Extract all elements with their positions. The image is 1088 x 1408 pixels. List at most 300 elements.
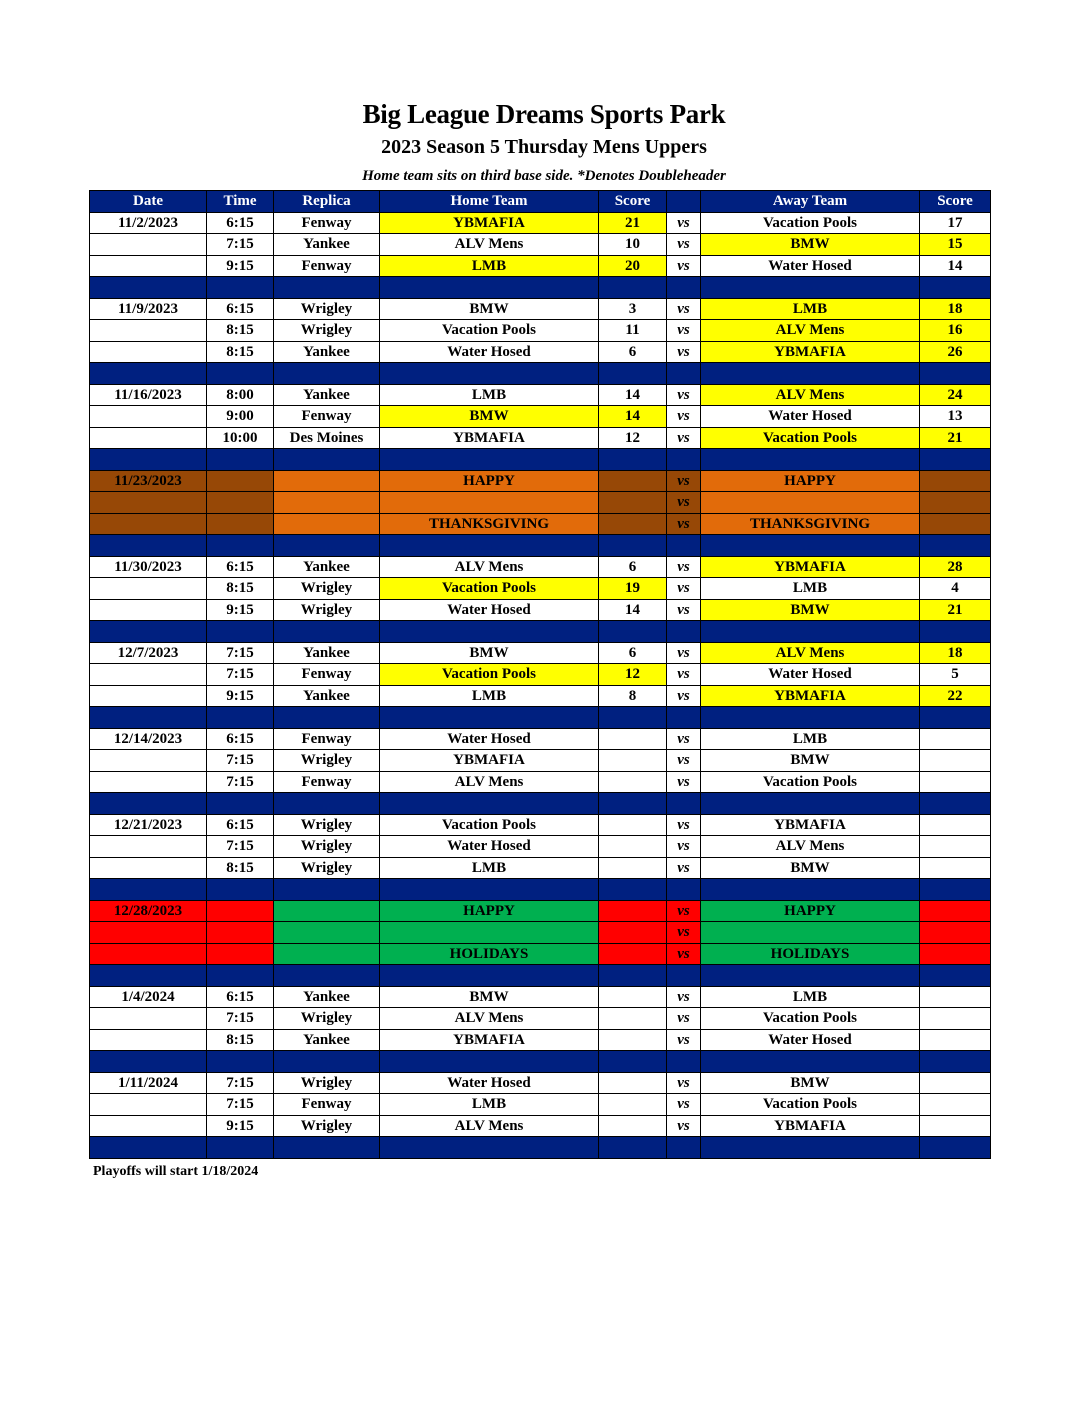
separator-cell	[701, 965, 920, 987]
game-row	[90, 298, 991, 320]
vs-label: vs	[667, 750, 701, 772]
separator-cell	[599, 879, 667, 901]
separator-cell	[667, 1051, 701, 1073]
separator-cell	[667, 449, 701, 471]
home-score: 12	[599, 427, 667, 449]
away-score	[920, 1072, 991, 1094]
vs-label: vs	[667, 234, 701, 256]
game-date: 1/4/2024	[90, 986, 207, 1008]
separator-cell	[90, 1137, 207, 1159]
vs-label: vs	[667, 814, 701, 836]
home-team: Water Hosed	[380, 599, 599, 621]
separator-cell	[701, 793, 920, 815]
away-score	[920, 771, 991, 793]
game-time: 7:15	[207, 1072, 274, 1094]
schedule-note: Home team sits on third base side. *Denotes Doubleheader	[362, 168, 726, 184]
separator-cell	[274, 277, 380, 299]
game-row	[90, 1008, 991, 1030]
game-replica: Wrigley	[274, 750, 380, 772]
separator-cell	[701, 449, 920, 471]
separator-cell	[599, 535, 667, 557]
game-time: 7:15	[207, 1008, 274, 1030]
game-row	[90, 599, 991, 621]
game-row	[90, 255, 991, 277]
away-score	[920, 986, 991, 1008]
vs-label: vs	[667, 341, 701, 363]
holiday-away-text: HAPPY	[701, 900, 920, 922]
game-date	[90, 750, 207, 772]
game-date: 11/16/2023	[90, 384, 207, 406]
game-date	[90, 685, 207, 707]
away-score: 14	[920, 255, 991, 277]
game-date	[90, 406, 207, 428]
holiday-cell	[599, 470, 667, 492]
away-team: BMW	[701, 599, 920, 621]
vs-label: vs	[667, 1029, 701, 1051]
game-replica: Wrigley	[274, 1072, 380, 1094]
separator-cell	[90, 363, 207, 385]
game-time: 7:15	[207, 750, 274, 772]
game-date	[90, 836, 207, 858]
away-team: Vacation Pools	[701, 1094, 920, 1116]
game-row	[90, 341, 991, 363]
game-date	[90, 599, 207, 621]
separator-cell	[599, 363, 667, 385]
game-date	[90, 857, 207, 879]
vs-label: vs	[667, 470, 701, 492]
game-replica: Fenway	[274, 212, 380, 234]
home-score	[599, 814, 667, 836]
home-team: YBMAFIA	[380, 750, 599, 772]
home-team: Water Hosed	[380, 836, 599, 858]
holiday-date: 11/23/2023	[90, 470, 207, 492]
separator-cell	[920, 449, 991, 471]
vs-label: vs	[667, 857, 701, 879]
vs-label: vs	[667, 728, 701, 750]
game-time: 8:15	[207, 320, 274, 342]
vs-label: vs	[667, 298, 701, 320]
separator-cell	[380, 965, 599, 987]
home-score	[599, 986, 667, 1008]
home-team: BMW	[380, 406, 599, 428]
holiday-row	[90, 900, 991, 922]
holiday-cell	[207, 513, 274, 535]
vs-label: vs	[667, 255, 701, 277]
separator-cell	[701, 707, 920, 729]
separator-cell	[274, 449, 380, 471]
header-row	[90, 191, 991, 213]
home-team: Vacation Pools	[380, 578, 599, 600]
separator-cell	[920, 707, 991, 729]
separator-cell	[207, 535, 274, 557]
playoffs-note: Playoffs will start 1/18/2024	[93, 1164, 259, 1179]
separator-cell	[380, 707, 599, 729]
home-score: 19	[599, 578, 667, 600]
home-score: 8	[599, 685, 667, 707]
separator-row	[90, 363, 991, 385]
away-score: 24	[920, 384, 991, 406]
vs-label: vs	[667, 1115, 701, 1137]
game-date: 1/11/2024	[90, 1072, 207, 1094]
separator-cell	[207, 1137, 274, 1159]
col-date: Date	[90, 191, 207, 213]
separator-cell	[920, 793, 991, 815]
game-replica: Wrigley	[274, 298, 380, 320]
holiday-away-text: HAPPY	[701, 470, 920, 492]
home-score	[599, 836, 667, 858]
holiday-date	[90, 943, 207, 965]
away-team: LMB	[701, 986, 920, 1008]
away-team: BMW	[701, 1072, 920, 1094]
game-replica: Fenway	[274, 255, 380, 277]
holiday-home-text: HAPPY	[380, 900, 599, 922]
holiday-cell	[920, 922, 991, 944]
separator-cell	[380, 449, 599, 471]
game-time: 6:15	[207, 212, 274, 234]
home-score: 21	[599, 212, 667, 234]
separator-cell	[920, 965, 991, 987]
separator-row	[90, 535, 991, 557]
away-team: ALV Mens	[701, 642, 920, 664]
separator-row	[90, 965, 991, 987]
vs-label: vs	[667, 556, 701, 578]
home-team: LMB	[380, 1094, 599, 1116]
game-replica: Wrigley	[274, 836, 380, 858]
holiday-cell	[207, 943, 274, 965]
away-score: 15	[920, 234, 991, 256]
separator-cell	[599, 1137, 667, 1159]
separator-cell	[380, 879, 599, 901]
game-row	[90, 212, 991, 234]
game-row	[90, 556, 991, 578]
separator-cell	[701, 535, 920, 557]
away-team: BMW	[701, 234, 920, 256]
game-replica: Yankee	[274, 685, 380, 707]
game-row	[90, 578, 991, 600]
separator-cell	[207, 1051, 274, 1073]
holiday-date: 12/28/2023	[90, 900, 207, 922]
separator-cell	[920, 879, 991, 901]
separator-cell	[380, 793, 599, 815]
separator-cell	[667, 363, 701, 385]
game-row	[90, 1094, 991, 1116]
home-team: Vacation Pools	[380, 320, 599, 342]
separator-row	[90, 277, 991, 299]
vs-label: vs	[667, 771, 701, 793]
away-team: BMW	[701, 857, 920, 879]
home-team: Water Hosed	[380, 728, 599, 750]
holiday-cell	[599, 492, 667, 514]
separator-cell	[701, 621, 920, 643]
home-score: 14	[599, 599, 667, 621]
home-score: 14	[599, 384, 667, 406]
game-row	[90, 1072, 991, 1094]
away-score: 16	[920, 320, 991, 342]
game-time: 7:15	[207, 664, 274, 686]
separator-cell	[667, 1137, 701, 1159]
away-score	[920, 750, 991, 772]
holiday-cell	[920, 943, 991, 965]
home-team: ALV Mens	[380, 771, 599, 793]
game-row	[90, 986, 991, 1008]
separator-cell	[599, 277, 667, 299]
game-date	[90, 664, 207, 686]
away-team: Water Hosed	[701, 664, 920, 686]
game-date	[90, 234, 207, 256]
home-team: YBMAFIA	[380, 427, 599, 449]
separator-cell	[274, 1137, 380, 1159]
home-team: YBMAFIA	[380, 1029, 599, 1051]
separator-cell	[90, 535, 207, 557]
separator-cell	[667, 707, 701, 729]
game-date	[90, 1115, 207, 1137]
home-score	[599, 1094, 667, 1116]
separator-cell	[380, 1051, 599, 1073]
separator-cell	[667, 277, 701, 299]
away-team: ALV Mens	[701, 320, 920, 342]
holiday-cell	[599, 943, 667, 965]
game-time: 9:15	[207, 255, 274, 277]
game-row	[90, 320, 991, 342]
away-team: LMB	[701, 728, 920, 750]
game-time: 7:15	[207, 1094, 274, 1116]
holiday-cell	[274, 470, 380, 492]
away-team: Vacation Pools	[701, 212, 920, 234]
separator-cell	[380, 363, 599, 385]
game-time: 6:15	[207, 298, 274, 320]
away-team: YBMAFIA	[701, 814, 920, 836]
home-team: ALV Mens	[380, 234, 599, 256]
holiday-away-text	[701, 492, 920, 514]
home-team: LMB	[380, 255, 599, 277]
game-replica: Yankee	[274, 642, 380, 664]
separator-cell	[90, 449, 207, 471]
vs-label: vs	[667, 513, 701, 535]
game-replica: Wrigley	[274, 857, 380, 879]
separator-cell	[599, 965, 667, 987]
away-team: YBMAFIA	[701, 685, 920, 707]
holiday-cell	[274, 513, 380, 535]
vs-label: vs	[667, 900, 701, 922]
away-score	[920, 836, 991, 858]
home-team: BMW	[380, 642, 599, 664]
holiday-away-text: THANKSGIVING	[701, 513, 920, 535]
separator-cell	[90, 277, 207, 299]
separator-cell	[380, 621, 599, 643]
separator-row	[90, 707, 991, 729]
game-time: 9:00	[207, 406, 274, 428]
separator-cell	[701, 277, 920, 299]
away-score	[920, 728, 991, 750]
separator-cell	[207, 363, 274, 385]
separator-row	[90, 1137, 991, 1159]
col-home-team: Home Team	[380, 191, 599, 213]
holiday-home-text: HAPPY	[380, 470, 599, 492]
game-replica: Wrigley	[274, 1115, 380, 1137]
home-score: 14	[599, 406, 667, 428]
away-team: LMB	[701, 578, 920, 600]
home-team: LMB	[380, 857, 599, 879]
separator-cell	[90, 879, 207, 901]
home-team: ALV Mens	[380, 1008, 599, 1030]
home-team: Water Hosed	[380, 1072, 599, 1094]
away-team: Water Hosed	[701, 255, 920, 277]
game-date	[90, 427, 207, 449]
game-replica: Wrigley	[274, 599, 380, 621]
game-time: 8:15	[207, 857, 274, 879]
home-score	[599, 1115, 667, 1137]
game-date: 11/2/2023	[90, 212, 207, 234]
holiday-cell	[920, 900, 991, 922]
page-title: Big League Dreams Sports Park	[362, 99, 726, 129]
game-date: 12/14/2023	[90, 728, 207, 750]
separator-cell	[667, 793, 701, 815]
separator-cell	[920, 277, 991, 299]
game-time: 7:15	[207, 771, 274, 793]
game-row	[90, 728, 991, 750]
separator-cell	[274, 621, 380, 643]
separator-cell	[920, 621, 991, 643]
home-score	[599, 1008, 667, 1030]
vs-label: vs	[667, 685, 701, 707]
separator-cell	[274, 879, 380, 901]
vs-label: vs	[667, 1094, 701, 1116]
home-score	[599, 771, 667, 793]
away-score: 13	[920, 406, 991, 428]
holiday-home-text	[380, 922, 599, 944]
holiday-row	[90, 470, 991, 492]
separator-cell	[207, 965, 274, 987]
separator-row	[90, 621, 991, 643]
away-score	[920, 814, 991, 836]
separator-cell	[274, 363, 380, 385]
separator-cell	[599, 449, 667, 471]
separator-cell	[207, 879, 274, 901]
away-score: 21	[920, 599, 991, 621]
game-replica: Fenway	[274, 406, 380, 428]
holiday-row	[90, 513, 991, 535]
away-team: Water Hosed	[701, 406, 920, 428]
home-score	[599, 857, 667, 879]
game-replica: Yankee	[274, 1029, 380, 1051]
vs-label: vs	[667, 836, 701, 858]
game-time: 7:15	[207, 642, 274, 664]
game-date	[90, 578, 207, 600]
separator-cell	[599, 793, 667, 815]
game-row	[90, 1029, 991, 1051]
holiday-cell	[920, 513, 991, 535]
game-replica: Wrigley	[274, 320, 380, 342]
game-replica: Yankee	[274, 986, 380, 1008]
col-away-score: Score	[920, 191, 991, 213]
holiday-away-text: HOLIDAYS	[701, 943, 920, 965]
separator-cell	[207, 707, 274, 729]
holiday-cell	[274, 492, 380, 514]
col-away-team: Away Team	[701, 191, 920, 213]
game-row	[90, 1115, 991, 1137]
game-row	[90, 427, 991, 449]
separator-cell	[599, 1051, 667, 1073]
col-home-score: Score	[599, 191, 667, 213]
separator-row	[90, 879, 991, 901]
separator-cell	[90, 1051, 207, 1073]
col-time: Time	[207, 191, 274, 213]
game-time: 8:15	[207, 1029, 274, 1051]
home-team: ALV Mens	[380, 556, 599, 578]
vs-label: vs	[667, 642, 701, 664]
holiday-home-text	[380, 492, 599, 514]
home-team: BMW	[380, 986, 599, 1008]
away-score	[920, 1094, 991, 1116]
holiday-cell	[274, 922, 380, 944]
game-row	[90, 384, 991, 406]
separator-cell	[380, 277, 599, 299]
game-time: 6:15	[207, 556, 274, 578]
home-score: 20	[599, 255, 667, 277]
separator-cell	[380, 1137, 599, 1159]
game-time: 6:15	[207, 986, 274, 1008]
vs-label: vs	[667, 664, 701, 686]
home-score: 6	[599, 341, 667, 363]
separator-cell	[667, 965, 701, 987]
holiday-row	[90, 943, 991, 965]
game-date	[90, 1008, 207, 1030]
away-team: Vacation Pools	[701, 427, 920, 449]
game-replica: Des Moines	[274, 427, 380, 449]
game-time: 9:15	[207, 685, 274, 707]
separator-cell	[274, 707, 380, 729]
game-row	[90, 857, 991, 879]
game-row	[90, 814, 991, 836]
game-row	[90, 836, 991, 858]
away-team: LMB	[701, 298, 920, 320]
holiday-home-text: HOLIDAYS	[380, 943, 599, 965]
separator-row	[90, 1051, 991, 1073]
separator-cell	[701, 879, 920, 901]
vs-label: vs	[667, 599, 701, 621]
game-date: 11/9/2023	[90, 298, 207, 320]
game-date	[90, 1029, 207, 1051]
game-date: 12/7/2023	[90, 642, 207, 664]
separator-cell	[920, 535, 991, 557]
holiday-cell	[274, 900, 380, 922]
separator-cell	[667, 621, 701, 643]
holiday-cell	[920, 492, 991, 514]
holiday-row	[90, 492, 991, 514]
vs-label: vs	[667, 922, 701, 944]
away-score	[920, 1029, 991, 1051]
separator-cell	[207, 793, 274, 815]
holiday-cell	[599, 513, 667, 535]
separator-cell	[380, 535, 599, 557]
game-replica: Wrigley	[274, 1008, 380, 1030]
col-replica: Replica	[274, 191, 380, 213]
separator-row	[90, 449, 991, 471]
separator-cell	[701, 1137, 920, 1159]
home-team: Vacation Pools	[380, 664, 599, 686]
away-team: Vacation Pools	[701, 771, 920, 793]
away-team: BMW	[701, 750, 920, 772]
separator-cell	[920, 1137, 991, 1159]
holiday-home-text: THANKSGIVING	[380, 513, 599, 535]
holiday-date	[90, 513, 207, 535]
game-replica: Fenway	[274, 1094, 380, 1116]
separator-cell	[599, 707, 667, 729]
home-team: Water Hosed	[380, 341, 599, 363]
game-row	[90, 642, 991, 664]
game-replica: Wrigley	[274, 578, 380, 600]
away-score: 21	[920, 427, 991, 449]
